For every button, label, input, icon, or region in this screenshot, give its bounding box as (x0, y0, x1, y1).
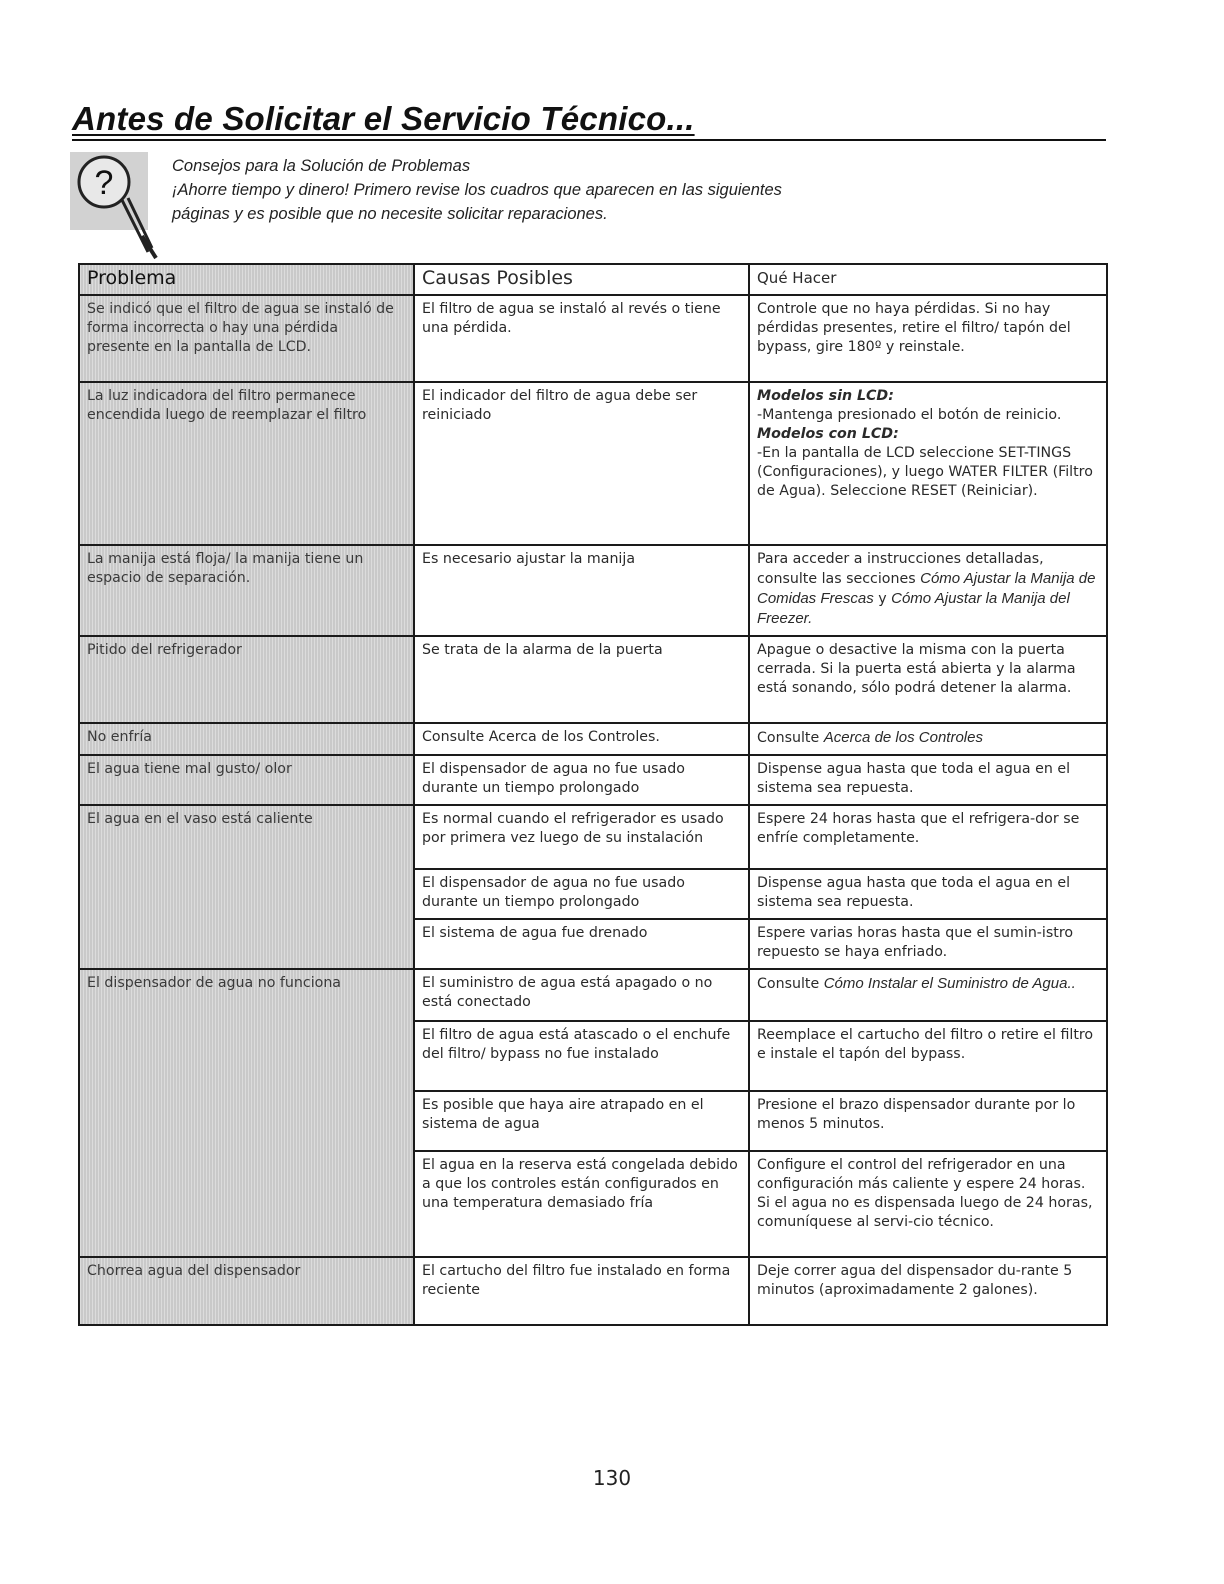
action-cell: Controle que no haya pérdidas. Si no hay pérdidas presentes, retire el filtro/ tapón del bypass, gire 180º y reinstale. (749, 295, 1107, 382)
cause-cell: El dispensador de agua no fue usado durante un tiempo prolongado (414, 755, 749, 805)
page-title: Antes de Solicitar el Servicio Técnico... (72, 100, 695, 137)
table-row (79, 1257, 1107, 1325)
tips-line: ¡Ahorre tiempo y dinero! Primero revise los cuadros que aparecen en las siguientes (172, 181, 782, 199)
table-row (79, 636, 1107, 723)
header-causes: Causas Posibles (414, 264, 749, 295)
cause-cell: Es necesario ajustar la manija (414, 545, 749, 636)
section-reference: Cómo Ajustar la Manija del Freezer. (757, 590, 1070, 627)
action-cell: Dispense agua hasta que toda el agua en el sistema sea repuesta. (749, 755, 1107, 805)
icon-question-glyph: ? (94, 164, 114, 202)
action-cell: Configure el control del refrigerador en una configuración más caliente y espere 24 horas. Si el agua no es dispensada luego de 24 horas, comuníquese al servi-cio técnico. (749, 1151, 1107, 1257)
problem-cell: No enfría (79, 723, 414, 755)
action-cell (749, 969, 1107, 1021)
problem-cell: El agua en el vaso está caliente (79, 805, 414, 969)
tips-line: páginas y es posible que no necesite solicitar reparaciones. (172, 205, 608, 223)
table-row (79, 969, 1107, 1021)
title-underline (72, 139, 1106, 141)
action-cell: Dispense agua hasta que toda el agua en el sistema sea repuesta. (749, 869, 1107, 919)
table-row (79, 755, 1107, 805)
problem-cell: La luz indicadora del filtro permanece encendida luego de reemplazar el filtro (79, 382, 414, 545)
page-number: 130 (592, 1466, 632, 1490)
cause-cell: El filtro de agua está atascado o el enchufe del filtro/ bypass no fue instalado (414, 1021, 749, 1091)
action-cell (749, 382, 1107, 545)
action-text: -En la pantalla de LCD seleccione SET-TINGS (Configuraciones), y luego WATER FILTER (Filtro de Agua). Seleccione RESET (Reiniciar). (757, 445, 1093, 499)
troubleshooting-table (78, 263, 1108, 1326)
header-problem: Problema (79, 264, 414, 295)
cause-cell: El indicador del filtro de agua debe ser reiniciado (414, 382, 749, 545)
action-text: Para acceder a instrucciones detalladas, consulte las secciones (757, 551, 1044, 587)
cause-cell: Es posible que haya aire atrapado en el sistema de agua (414, 1091, 749, 1151)
table-row (79, 382, 1107, 545)
action-text: Consulte (757, 730, 824, 746)
problem-cell: Pitido del refrigerador (79, 636, 414, 723)
action-text: Consulte (757, 976, 824, 992)
cause-cell: El filtro de agua se instaló al revés o tiene una pérdida. (414, 295, 749, 382)
table-row (79, 723, 1107, 755)
problem-cell: La manija está floja/ la manija tiene un espacio de separación. (79, 545, 414, 636)
header-action: Qué Hacer (749, 264, 1107, 295)
cause-cell: Consulte Acerca de los Controles. (414, 723, 749, 755)
table-header-row (79, 264, 1107, 295)
problem-cell: El agua tiene mal gusto/ olor (79, 755, 414, 805)
action-cell: Reemplace el cartucho del filtro o retire el filtro e instale el tapón del bypass. (749, 1021, 1107, 1091)
tips-heading: Consejos para la Solución de Problemas (172, 157, 471, 175)
tips-intro (172, 154, 932, 226)
cause-cell: Se trata de la alarma de la puerta (414, 636, 749, 723)
action-text: -Mantenga presionado el botón de reinicio. (757, 407, 1062, 423)
question-mark-magnifier-icon (70, 152, 170, 262)
table-row (79, 805, 1107, 869)
problem-cell: Se indicó que el filtro de agua se instaló de forma incorrecta o hay una pérdida presente en la pantalla de LCD. (79, 295, 414, 382)
action-cell (749, 545, 1107, 636)
action-text: y (873, 591, 892, 607)
cause-cell: El sistema de agua fue drenado (414, 919, 749, 969)
table-row (79, 295, 1107, 382)
action-cell: Espere varias horas hasta que el sumin-istro repuesto se haya enfriado. (749, 919, 1107, 969)
section-reference: Acerca de los Controles (823, 729, 983, 746)
problem-cell: Chorrea agua del dispensador (79, 1257, 414, 1325)
action-cell: Apague o desactive la misma con la puerta cerrada. Si la puerta está abierta y la alarma está sonando, sólo podrá detener la alarma. (749, 636, 1107, 723)
cause-cell: El agua en la reserva está congelada debido a que los controles están configurados en una temperatura demasiado fría (414, 1151, 749, 1257)
cause-cell: Es normal cuando el refrigerador es usado por primera vez luego de su instalación (414, 805, 749, 869)
table-row (79, 545, 1107, 636)
action-cell: Espere 24 horas hasta que el refrigera-dor se enfríe completamente. (749, 805, 1107, 869)
action-subheading: Modelos sin LCD: (757, 388, 894, 404)
action-cell (749, 723, 1107, 755)
cause-cell: El cartucho del filtro fue instalado en forma reciente (414, 1257, 749, 1325)
action-subheading: Modelos con LCD: (757, 426, 899, 442)
action-cell: Deje correr agua del dispensador du-rante 5 minutos (aproximadamente 2 galones). (749, 1257, 1107, 1325)
action-cell: Presione el brazo dispensador durante por lo menos 5 minutos. (749, 1091, 1107, 1151)
cause-cell: El suministro de agua está apagado o no está conectado (414, 969, 749, 1021)
section-reference: Cómo Ajustar la Manija de Comidas Frescas (757, 570, 1096, 607)
cause-cell: El dispensador de agua no fue usado durante un tiempo prolongado (414, 869, 749, 919)
problem-cell: El dispensador de agua no funciona (79, 969, 414, 1257)
section-reference: Cómo Instalar el Suministro de Agua.. (823, 975, 1076, 992)
